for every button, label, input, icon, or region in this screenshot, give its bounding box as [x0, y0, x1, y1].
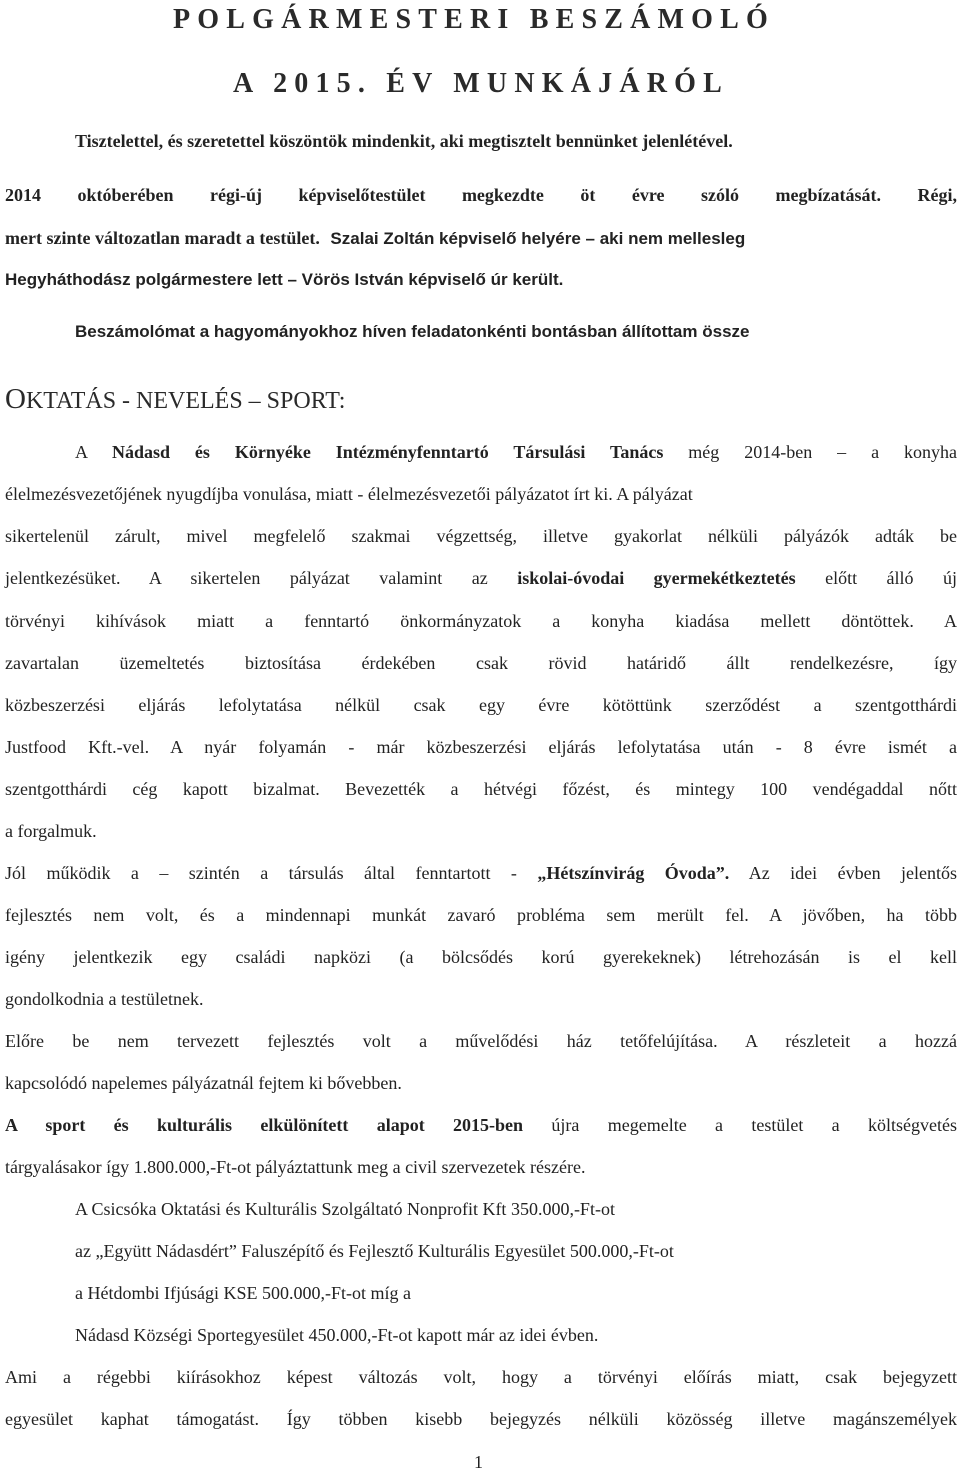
text-span: Jól működik a – szintén a társulás által fenntartott -	[5, 863, 538, 883]
paragraph-line: zavartalan üzemeltetés biztosítása érdekében csak rövid határidő állt rendelkezésre, így	[5, 653, 957, 673]
text-span: előtt álló új	[795, 568, 958, 588]
paragraph-line: Ami a régebbi kiírásokhoz képest változás volt, hogy a törvényi előírás miatt, csak bejegyzett	[5, 1367, 957, 1387]
intro-line: Beszámolómat a hagyományokhoz híven feladatonkénti bontásban állítottam össze	[75, 322, 750, 341]
paragraph-line: fejlesztés nem volt, és a mindennapi munkát zavaró probléma sem merült fel. A jövőben, ha több	[5, 905, 957, 925]
text-span: még 2014-ben – a konyha	[663, 442, 958, 462]
organization-name: Nádasd és Környéke Intézményfenntartó Társulási Tanács	[111, 442, 664, 462]
paragraph-line: egyesület kaphat támogatást. Így többen kisebb bejegyzés nélküli közösség illetve magánszemélyek	[5, 1409, 957, 1429]
paragraph-line	[75, 440, 957, 464]
kindergarten-name: „Hétszínvirág Óvoda”.	[537, 863, 730, 883]
paragraph-line: sikertelenül zárult, mivel megfelelő szakmai végzettség, illetve gyakorlat nélküli pályázók adták be	[5, 526, 957, 546]
section-heading-initial: O	[5, 383, 26, 415]
paragraph-line: kapcsolódó napelemes pályázatnál fejtem ki bővebben.	[5, 1073, 402, 1093]
paragraph-line: Előre be nem tervezett fejlesztés volt a művelődési ház tetőfelújítása. A részleteit a hozzá	[5, 1031, 957, 1051]
paragraph-line: tárgyalásakor így 1.800.000,-Ft-ot pályáztattunk meg a civil szervezetek részére.	[5, 1157, 586, 1177]
text-span: Az idei évben jelentős	[729, 863, 958, 883]
paragraph-line: Justfood Kft.-vel. A nyár folyamán - már közbeszerzési eljárás lefolytatása után - 8 évre ismét a	[5, 737, 957, 757]
text-span: A pályázat	[612, 484, 693, 504]
intro-text: mert szinte változatlan maradt a testület.	[5, 228, 320, 248]
text-span: A	[75, 442, 112, 462]
text-span: A sikertelen pályázat valamint az	[120, 568, 518, 588]
intro-line	[5, 226, 745, 251]
paragraph-line: közbeszerzési eljárás lefolytatása nélkül csak egy évre kötöttünk szerződést a szentgotthárdi	[5, 695, 957, 715]
document-title: POLGÁRMESTERI BESZÁMOLÓ	[173, 4, 776, 35]
document-subtitle: A 2015. ÉV MUNKÁJÁRÓL	[233, 68, 730, 99]
paragraph-line: szentgotthárdi cég kapott bizalmat. Bevezették a hétvégi főzést, és mintegy 100 vendégaddal nőtt	[5, 779, 957, 799]
paragraph-line	[5, 861, 957, 885]
grant-item: a Hétdombi Ifjúsági KSE 500.000,-Ft-ot míg a	[75, 1283, 411, 1303]
paragraph-line: törvényi kihívások miatt a fenntartó önkormányzatok a konyha kiadása mellett döntöttek. A	[5, 611, 957, 631]
grant-item: az „Együtt Nádasdért” Faluszépítő és Fejlesztő Kulturális Egyesület 500.000,-Ft-ot	[75, 1241, 674, 1261]
paragraph-line: a forgalmuk.	[5, 821, 97, 841]
intro-line: Hegyháthodász polgármestere lett – Vörös István képviselő úr került.	[5, 270, 564, 289]
section-heading	[5, 385, 345, 415]
paragraph-line: gondolkodnia a testületnek.	[5, 989, 204, 1009]
page-number: 1	[474, 1452, 483, 1472]
grant-item: Nádasd Községi Sportegyesület 450.000,-Ft-ot kapott már az idei évben.	[75, 1325, 599, 1345]
paragraph-line	[5, 1113, 957, 1137]
emphasis-text: A sport és kulturális elkülönített alapot 2015-ben	[5, 1115, 524, 1135]
intro-line: 2014 októberében régi-új képviselőtestület megkezdte öt évre szóló megbízatását. Régi,	[5, 185, 957, 205]
grant-item: A Csicsóka Oktatási és Kulturális Szolgáltató Nonprofit Kft 350.000,-Ft-ot	[75, 1199, 615, 1219]
text-span: élelmezésvezetőjének nyugdíjba vonulása, miatt - élelmezésvezetői pályázatot írt ki.	[5, 484, 613, 504]
paragraph-line: igény jelentkezik egy családi napközi (a bölcsődés korú gyerekeknek) létrehozásán is el kell	[5, 947, 957, 967]
text-span: újra megemelte a testület a költségvetés	[523, 1115, 957, 1135]
greeting-text: Tisztelettel, és szeretettel köszöntök mindenkit, aki megtisztelt bennünket jelenlétével.	[75, 131, 733, 151]
text-span: jelentkezésüket.	[5, 568, 121, 588]
paragraph-line	[5, 566, 957, 590]
section-heading-text: KTATÁS - NEVELÉS – SPORT:	[25, 388, 346, 414]
intro-text: Szalai Zoltán képviselő helyére – aki nem mellesleg	[330, 229, 746, 248]
emphasis-text: iskolai-óvodai gyermekétkeztetés	[517, 568, 796, 588]
paragraph-line	[5, 482, 693, 506]
